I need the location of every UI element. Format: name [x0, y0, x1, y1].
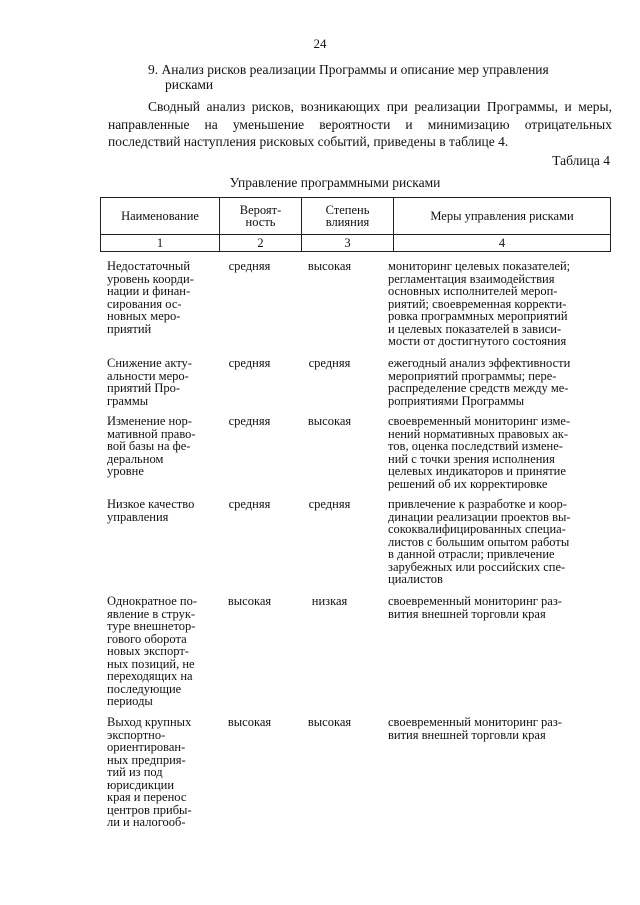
risk-name-line: Низкое качество — [107, 497, 195, 511]
risk-name-line: края и перенос — [107, 790, 187, 804]
risk-measures-line: нений нормативных правовых ак- — [388, 426, 569, 441]
risk-name-line: гового оборота — [107, 631, 187, 646]
risk-name — [100, 260, 212, 348]
table-title: Управление программными рисками — [229, 175, 441, 190]
section-heading-line1: 9. Анализ рисков реализации Программы и описание мер управления — [148, 62, 549, 77]
risk-name-line: юрисдикции — [107, 777, 175, 792]
risk-measures-line: риятий; своевременная корректи- — [388, 296, 567, 311]
risk-measures-line: мости от достигнутого состояния — [388, 334, 567, 348]
table-row — [100, 716, 611, 829]
risk-probability: средняя — [228, 356, 271, 370]
col-number-2: 2 — [220, 235, 302, 252]
risk-name-line: Однократное по- — [107, 594, 198, 608]
risk-name-line: ных предприя- — [107, 752, 186, 767]
risk-impact: высокая — [307, 259, 352, 273]
risk-name-line: последующие — [107, 681, 182, 696]
col-header-impact: Степень влияния — [302, 198, 394, 235]
risk-name-line: периоды — [107, 694, 153, 708]
risk-measures-line: распределение средств между ме- — [388, 381, 569, 395]
risk-name-line: новных меро- — [107, 309, 181, 323]
risk-measures-line: сококвалифицированных специа- — [388, 522, 566, 536]
risk-name-line: центров прибы- — [107, 802, 192, 817]
risk-name-line: экспортно- — [107, 727, 166, 742]
risk-name — [100, 498, 212, 586]
risk-measures-line: роприятиями Программы — [388, 393, 525, 408]
risk-probability: средняя — [228, 259, 271, 273]
col-number-4: 4 — [394, 235, 611, 252]
risk-measures-line: ний с точки зрения исполнения — [388, 451, 555, 466]
risk-name-line: Изменение нор- — [107, 414, 192, 428]
risk-name — [100, 595, 212, 708]
risk-probability: средняя — [228, 414, 271, 428]
risk-name-line: приятий — [107, 321, 152, 336]
risk-name-line: Недостаточный — [107, 259, 191, 273]
risk-name-line: сирования ос- — [107, 296, 182, 311]
risk-name-line: управления — [107, 509, 169, 524]
intro-paragraph: Сводный анализ рисков, возникающих при реализации Программы, и меры, направленные на уменьшение вероятности и минимизацию отрицательных последствий наступления рисковых событий, приведены в таблице 4. — [108, 99, 612, 149]
risk-name-line: переходящих на — [107, 669, 193, 683]
risk-measures-line: вития внешней торговли края — [388, 727, 546, 742]
risk-name-line: деральном — [107, 451, 164, 466]
col-number-3: 3 — [302, 235, 394, 252]
risk-measures-line: мониторинг целевых показателей; — [388, 259, 571, 273]
risk-name-line: тий из под — [107, 765, 163, 779]
risk-measures-line: листов с большим опытом работы — [388, 534, 570, 549]
risk-table-header — [100, 197, 611, 252]
risk-impact: средняя — [308, 356, 351, 370]
section-heading — [148, 62, 618, 92]
risk-impact: низкая — [311, 594, 348, 608]
risk-name-line: Выход крупных — [107, 715, 192, 729]
risk-measures-line: циалистов — [388, 572, 443, 586]
risk-measures-line: регламентация взаимодействия — [388, 271, 555, 286]
risk-measures — [372, 260, 611, 348]
risk-name — [100, 716, 212, 829]
risk-measures-line: мероприятий программы; пере- — [388, 368, 557, 383]
risk-probability: высокая — [227, 715, 272, 729]
risk-name-line: альности меро- — [107, 368, 189, 383]
risk-impact: средняя — [308, 497, 351, 511]
risk-measures-line: основных исполнителей мероп- — [388, 284, 558, 298]
risk-measures-line: и целевых показателей в зависи- — [388, 321, 562, 336]
risk-measures-line: вития внешней торговли края — [388, 606, 546, 621]
risk-name — [100, 415, 212, 490]
risk-name-line: уровне — [107, 464, 144, 478]
risk-measures-line: в данной отрасли; привлечение — [388, 547, 555, 561]
risk-name-line: ориентирован- — [107, 740, 186, 754]
table-row — [100, 498, 611, 586]
risk-name-line: вой базы на фе- — [107, 439, 191, 453]
risk-name-line: ли и налогооб- — [107, 815, 186, 829]
col-number-1: 1 — [101, 235, 220, 252]
risk-name-line: ных позиций, не — [107, 656, 195, 671]
risk-impact: высокая — [307, 414, 352, 428]
risk-measures-line: динации реализации проектов вы- — [388, 509, 571, 524]
risk-measures-line: тов, оценка последствий измене- — [388, 439, 563, 453]
risk-measures-line: своевременный мониторинг изме- — [388, 414, 571, 428]
risk-name-line: новых экспорт- — [107, 644, 189, 658]
table-row — [100, 260, 611, 348]
table-row — [100, 357, 611, 407]
risk-probability: средняя — [228, 497, 271, 511]
table-row — [100, 415, 611, 490]
col-header-measures: Меры управления рисками — [394, 198, 611, 235]
risk-measures-line: ежегодный анализ эффективности — [388, 356, 571, 370]
risk-name-line: явление в струк- — [107, 606, 196, 621]
risk-name-line: мативной право- — [107, 426, 196, 441]
risk-measures-line: ровка программных мероприятий — [388, 309, 568, 323]
page-number: 24 — [313, 36, 327, 51]
risk-name-line: Снижение акту- — [107, 356, 192, 370]
table-label: Таблица 4 — [552, 153, 610, 168]
risk-measures-line: целевых индикаторов и принятие — [388, 464, 566, 478]
risk-measures-line: своевременный мониторинг раз- — [388, 715, 562, 729]
risk-impact: высокая — [307, 715, 352, 729]
risk-name-line: нации и финан- — [107, 284, 191, 298]
table-row — [100, 595, 611, 708]
risk-measures — [372, 716, 611, 829]
section-heading-line2: рисками — [165, 77, 214, 92]
risk-name-line: туре внешнетор- — [107, 619, 196, 633]
risk-name — [100, 357, 212, 407]
risk-measures — [372, 498, 611, 586]
risk-measures-line: своевременный мониторинг раз- — [388, 594, 562, 608]
risk-measures — [372, 595, 611, 708]
col-header-probability: Вероят- ность — [220, 198, 302, 235]
risk-measures-line: привлечение к разработке и коор- — [388, 497, 567, 511]
risk-measures-line: зарубежных или российских спе- — [388, 559, 566, 574]
risk-measures — [372, 357, 611, 407]
col-header-name: Наименование — [101, 198, 220, 235]
risk-name-line: граммы — [107, 393, 149, 408]
risk-probability: высокая — [227, 594, 272, 608]
risk-measures — [372, 415, 611, 490]
risk-name-line: уровень коорди- — [107, 271, 194, 286]
risk-name-line: приятий Про- — [107, 381, 181, 395]
risk-measures-line: решений об их корректировке — [388, 476, 548, 491]
